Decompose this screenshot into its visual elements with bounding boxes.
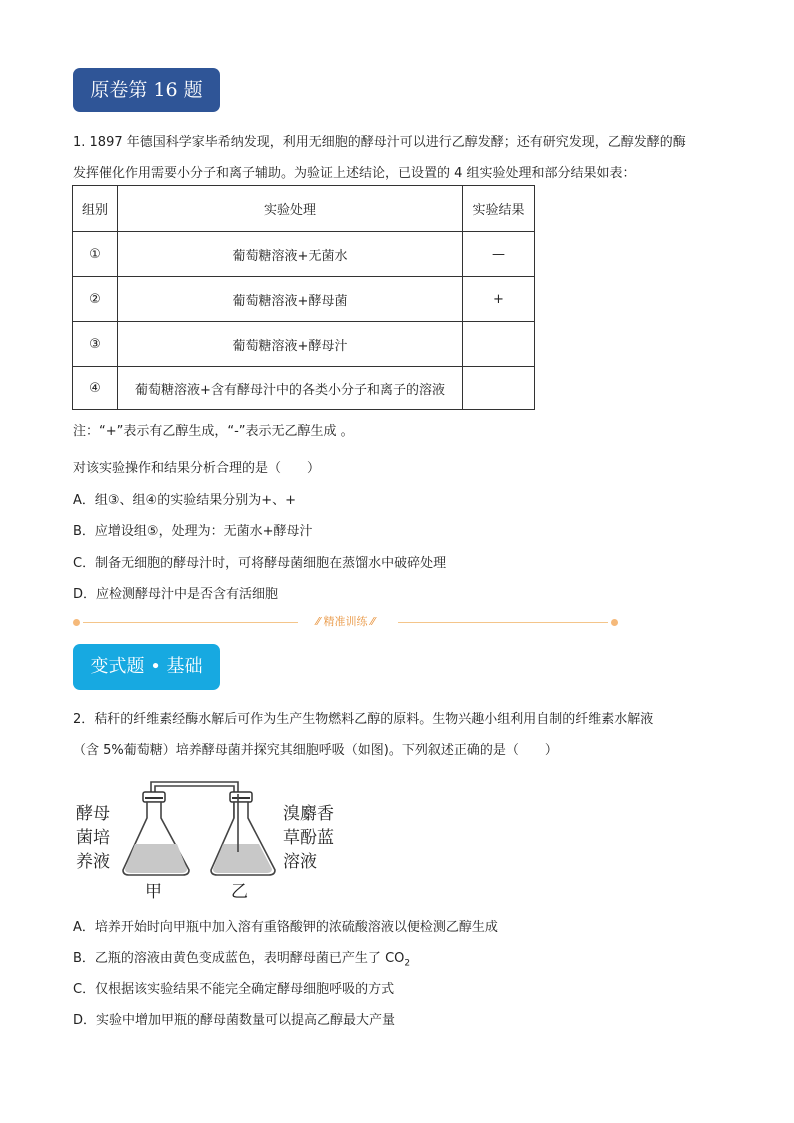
left-label xyxy=(76,802,110,874)
table-row xyxy=(73,322,535,367)
row-treatment: 葡萄糖溶液+酵母汁 xyxy=(118,322,463,367)
row-group: ③ xyxy=(73,322,118,367)
flask-apparatus-figure xyxy=(115,774,285,884)
q2-option-b-text: B．乙瓶的溶液由黄色变成蓝色，表明酵母菌已产生了 xyxy=(73,951,381,966)
divider-rule-right xyxy=(398,622,608,623)
q1-question: 对该实验操作和结果分析合理的是（ ） xyxy=(73,461,321,476)
q1-stem-line1: 1. 1897 年德国科学家毕希纳发现，利用无细胞的酵母汁可以进行乙醇发酵；还有研究发现，乙醇发酵的酶 xyxy=(73,135,686,150)
row-treatment: 葡萄糖溶液+无菌水 xyxy=(118,232,463,277)
flask-jia xyxy=(123,792,189,875)
section-divider xyxy=(73,615,618,629)
row-result: + xyxy=(463,277,535,322)
right-label xyxy=(283,802,334,874)
q2-stem-line1: 2．秸秆的纤维素经酶水解后可作为生产生物燃料乙醇的原料。生物兴趣小组利用自制的纤维素水解液 xyxy=(73,712,654,727)
right-label-line: 草酚蓝 xyxy=(283,828,334,848)
experiment-table xyxy=(72,185,535,410)
row-result xyxy=(463,322,535,367)
row-group: ① xyxy=(73,232,118,277)
q2-option-b xyxy=(73,947,410,969)
q1-option-b: B．应增设组⑤，处理为：无菌水+酵母汁 xyxy=(73,524,313,539)
right-label-line: 溴麝香 xyxy=(283,804,334,824)
co2-subscript: 2 xyxy=(404,958,411,969)
q1-option-a: A．组③、组④的实验结果分别为+、+ xyxy=(73,493,296,508)
q1-option-d: D．应检测酵母汁中是否含有活细胞 xyxy=(73,587,279,602)
row-treatment: 葡萄糖溶液+酵母菌 xyxy=(118,277,463,322)
right-label-line: 溶液 xyxy=(283,852,317,872)
divider-label: ⁄⁄ 精准训练 ⁄⁄ xyxy=(316,615,375,628)
left-label-line: 菌培 xyxy=(76,828,110,848)
flask-jia-label: 甲 xyxy=(145,882,162,902)
row-result xyxy=(463,367,535,410)
q2-option-c: C．仅根据该实验结果不能完全确定酵母细胞呼吸的方式 xyxy=(73,982,395,997)
table-row xyxy=(73,277,535,322)
header-treatment: 实验处理 xyxy=(118,186,463,232)
table-row xyxy=(73,232,535,277)
row-treatment: 葡萄糖溶液+含有酵母汁中的各类小分子和离子的溶液 xyxy=(118,367,463,410)
flask-yi-label: 乙 xyxy=(231,882,248,902)
q1-option-c: C．制备无细胞的酵母汁时，可将酵母菌细胞在蒸馏水中破碎处理 xyxy=(73,556,447,571)
divider-label-text: 精准训练 xyxy=(323,615,368,628)
row-result: — xyxy=(463,232,535,277)
q2-stem-line2: （含 5%葡萄糖）培养酵母菌并探究其细胞呼吸（如图)。下列叙述正确的是（ ） xyxy=(73,743,558,758)
q2-option-d: D．实验中增加甲瓶的酵母菌数量可以提高乙醇最大产量 xyxy=(73,1013,396,1028)
header-result: 实验结果 xyxy=(463,186,535,232)
q1-stem-line2: 发挥催化作用需要小分子和离子辅助。为验证上述结论，已设置的 4 组实验处理和部分结果如表： xyxy=(73,166,636,181)
left-label-line: 酵母 xyxy=(76,804,110,824)
variant-question-tag: 变式题 • 基础 xyxy=(73,644,220,690)
original-question-tag: 原卷第 16 题 xyxy=(73,68,220,112)
row-group: ④ xyxy=(73,367,118,410)
row-group: ② xyxy=(73,277,118,322)
table-note: 注：“+”表示有乙醇生成，“-”表示无乙醇生成 。 xyxy=(73,424,354,439)
divider-dot-right xyxy=(611,619,618,626)
flask-yi xyxy=(211,792,275,875)
q2-option-a: A．培养开始时向甲瓶中加入溶有重铬酸钾的浓硫酸溶液以便检测乙醇生成 xyxy=(73,920,498,935)
table-row xyxy=(73,367,535,410)
table-header-row xyxy=(73,186,535,232)
header-group: 组别 xyxy=(73,186,118,232)
co2-formula: CO xyxy=(385,951,405,966)
left-label-line: 养液 xyxy=(76,852,110,872)
